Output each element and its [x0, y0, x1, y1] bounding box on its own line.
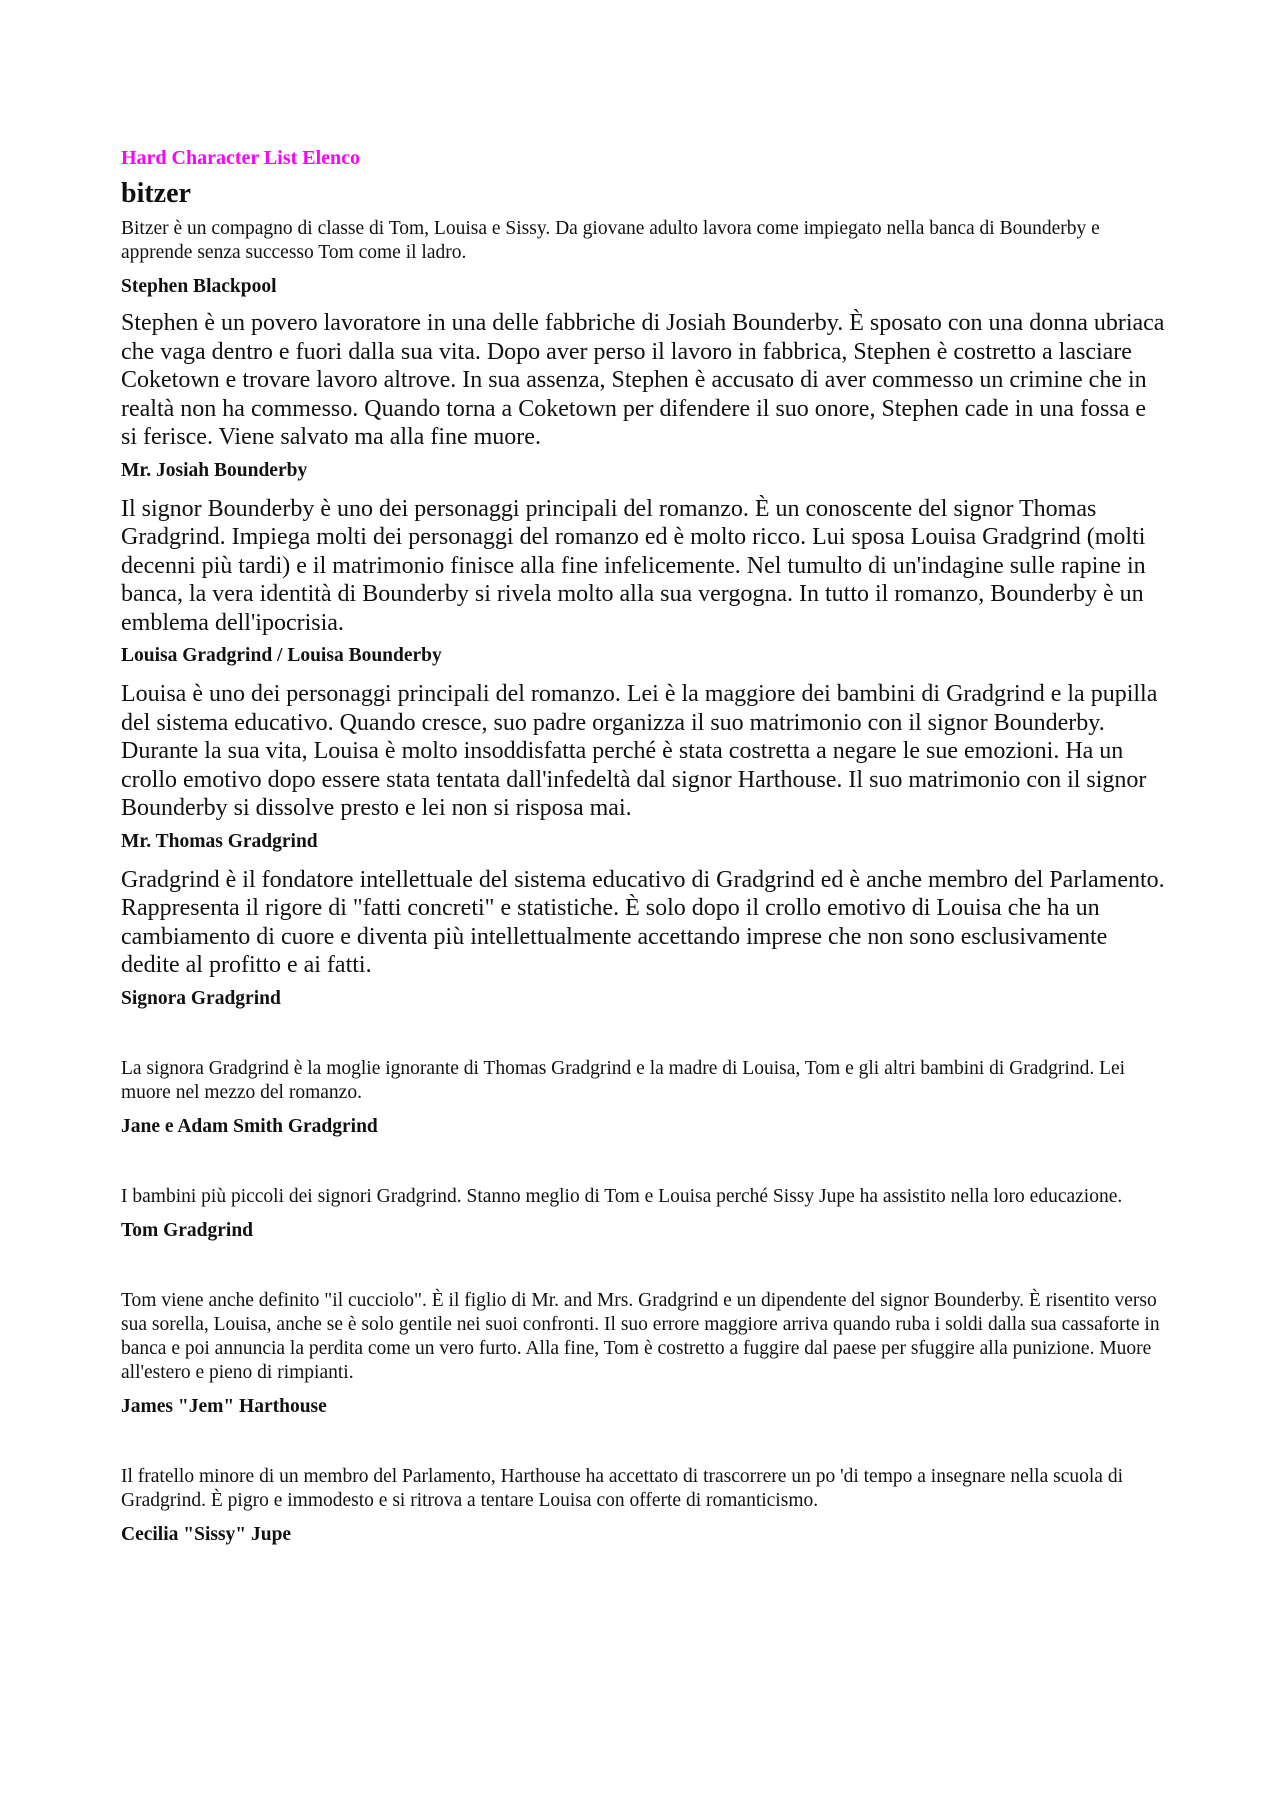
document-title: bitzer	[121, 178, 191, 209]
character-name-tom-gradgrind: Tom Gradgrind	[121, 1219, 254, 1241]
character-name-james-harthouse: James "Jem" Harthouse	[121, 1395, 327, 1417]
tom-gradgrind-description: Tom viene anche definito "il cucciolo". È il figlio di Mr. and Mrs. Gradgrind e un dipendente del signor Bounderby. È risentito verso sua sorella, Louisa, anche se è solo gentile nei suoi confronti. Il suo errore maggiore arriva quando ruba i soldi dalla sua cassaforte in banca e poi annuncia la perdita come un vero furto. Alla fine, Tom è costretto a fuggire dal paese per sfuggire alla punizione. Muore all'estero e pieno di rimpianti.	[121, 1289, 1160, 1383]
document-heading: Hard Character List Elenco	[121, 147, 361, 169]
character-name-cecilia-jupe: Cecilia "Sissy" Jupe	[121, 1523, 292, 1545]
bitzer-description: Bitzer è un compagno di classe di Tom, Louisa e Sissy. Da giovane adulto lavora come impiegato nella banca di Bounderby e apprende senza successo Tom come il ladro.	[121, 218, 1100, 263]
james-harthouse-description: Il fratello minore di un membro del Parlamento, Harthouse ha accettato di trascorrere un po 'di tempo a insegnare nella scuola di Gradgrind. È pigro e immodesto e si ritrova a tentare Louisa con offerte di romanticismo.	[121, 1465, 1123, 1511]
character-name-signora-gradgrind: Signora Gradgrind	[121, 987, 281, 1009]
signora-gradgrind-description: La signora Gradgrind è la moglie ignorante di Thomas Gradgrind e la madre di Louisa, Tom e gli altri bambini di Gradgrind. Lei muore nel mezzo del romanzo.	[121, 1057, 1126, 1103]
character-name-thomas-gradgrind: Mr. Thomas Gradgrind	[121, 830, 318, 852]
louisa-gradgrind-description: Louisa è uno dei personaggi principali del romanzo. Lei è la maggiore dei bambini di Gradgrind e la pupilla del sistema educativo. Quando cresce, suo padre organizza il suo matrimonio con il signor Bounderby. Durante la sua vita, Louisa è molto insoddisfatta perché è stata costretta a negare le sue emozioni. Ha un crollo emotivo dopo essere stata tentata dall'infedeltà dal signor Harthouse. Il suo matrimonio con il signor Bounderby si dissolve presto e lei non si risposa mai.	[121, 681, 1158, 821]
stephen-blackpool-description: Stephen è un povero lavoratore in una delle fabbriche di Josiah Bounderby. È sposato con una donna ubriaca che vaga dentro e fuori dalla sua vita. Dopo aver perso il lavoro in fabbrica, Stephen è costretto a lasciare Coketown e trovare lavoro altrove. In sua assenza, Stephen è accusato di aver commesso un crimine che in realtà non ha commesso. Quando torna a Coketown per difendere il suo onore, Stephen cade in una fossa e si ferisce. Viene salvato ma alla fine muore.	[121, 310, 1165, 450]
character-name-louisa-gradgrind: Louisa Gradgrind / Louisa Bounderby	[121, 645, 442, 666]
document-page	[121, 145, 1166, 1547]
josiah-bounderby-description: Il signor Bounderby è uno dei personaggi principali del romanzo. È un conoscente del signor Thomas Gradgrind. Impiega molti dei personaggi del romanzo ed è molto ricco. Lui sposa Louisa Gradgrind (molti decenni più tardi) e il matrimonio finisce alla fine infelicemente. Nel tumulto di un'indagine sulle rapine in banca, la vera identità di Bounderby si rivela molto alla sua vergogna. In tutto il romanzo, Bounderby è un emblema dell'ipocrisia.	[121, 495, 1146, 636]
character-name-jane-adam-gradgrind: Jane e Adam Smith Gradgrind	[121, 1115, 378, 1137]
character-name-josiah-bounderby: Mr. Josiah Bounderby	[121, 459, 308, 481]
thomas-gradgrind-description: Gradgrind è il fondatore intellettuale del sistema educativo di Gradgrind ed è anche membro del Parlamento. Rappresenta il rigore di "fatti concreti" e statistiche. È solo dopo il crollo emotivo di Louisa che ha un cambiamento di cuore e diventa più intellettualmente accettando imprese che non sono esclusivamente dedite al profitto e ai fatti.	[121, 866, 1165, 978]
character-name-stephen-blackpool: Stephen Blackpool	[121, 276, 277, 297]
jane-adam-gradgrind-description: I bambini più piccoli dei signori Gradgrind. Stanno meglio di Tom e Louisa perché Sissy Jupe ha assistito nella loro educazione.	[121, 1185, 1123, 1207]
